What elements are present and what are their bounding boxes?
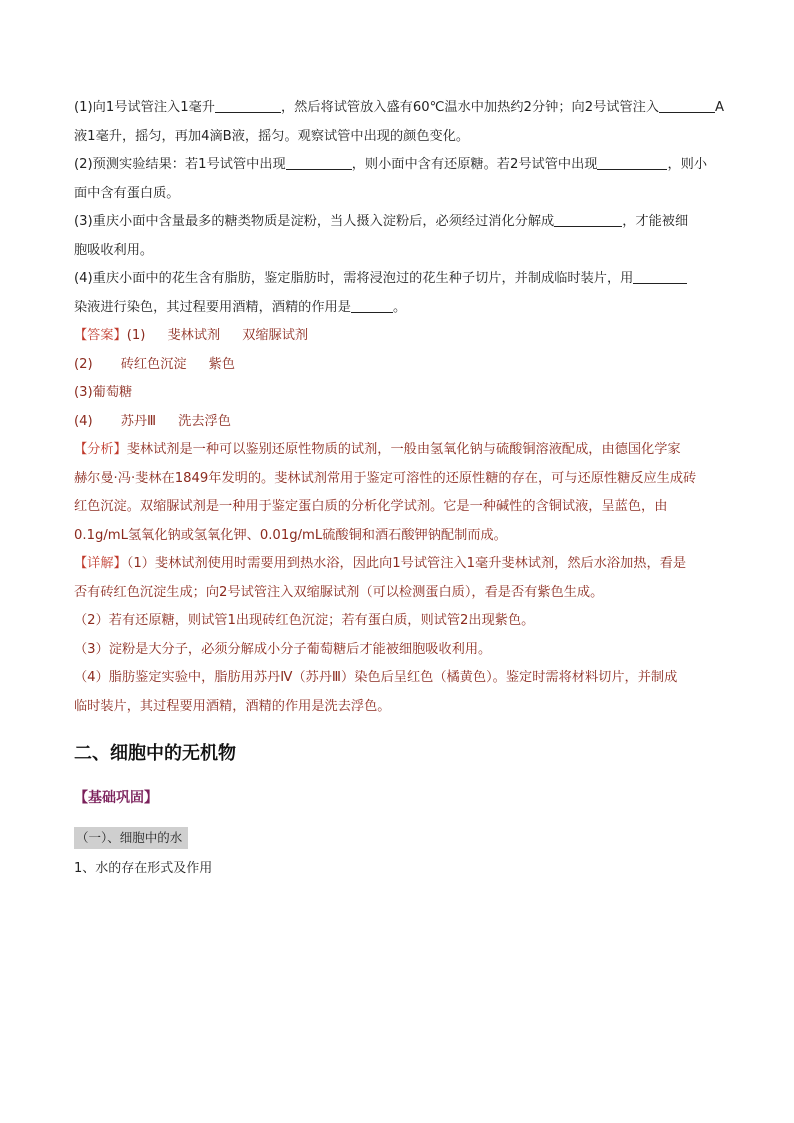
text: （3）淀粉是大分子，必须分解成小分子葡萄糖后才能被细胞吸收利用。 bbox=[74, 641, 492, 657]
detail-line-2 bbox=[74, 579, 724, 608]
question-1-line-1 bbox=[74, 94, 724, 123]
question-2-line-2 bbox=[74, 180, 724, 209]
text: 否有砖红色沉淀生成；向2号试管注入双缩脲试剂（可以检测蛋白质），看是否有紫色生成。 bbox=[74, 584, 604, 600]
text: (1)向1号试管注入1毫升 bbox=[74, 100, 215, 115]
text: 液1毫升，摇匀，再加4滴B液，摇匀。观察试管中出现的颜色变化。 bbox=[74, 128, 470, 144]
answer-line-3 bbox=[74, 379, 724, 408]
highlighted-subheading: （一）、细胞中的水 bbox=[74, 827, 188, 849]
question-3-line-2 bbox=[74, 237, 724, 266]
text: 面中含有蛋白质。 bbox=[74, 185, 180, 201]
text: (1) bbox=[126, 328, 146, 343]
text: 紫色 bbox=[208, 356, 235, 372]
question-2-line-1 bbox=[74, 151, 724, 180]
analysis-tag: 【分析】 bbox=[74, 442, 127, 457]
answer-line-1 bbox=[74, 322, 724, 351]
list-item: 1、水的存在形式及作用 bbox=[74, 861, 213, 876]
text: 双缩脲试剂 bbox=[242, 328, 309, 343]
analysis-line-3 bbox=[74, 493, 724, 522]
analysis-line-1 bbox=[74, 436, 724, 465]
text: (2) bbox=[74, 356, 93, 372]
text: ，才能被细 bbox=[622, 214, 689, 229]
text: ，然后将试管放入盛有60℃温水中加热约2分钟；向2号试管注入 bbox=[280, 100, 660, 115]
question-3-line-1 bbox=[74, 208, 724, 237]
question-4-line-1 bbox=[74, 265, 724, 294]
answer-blank bbox=[597, 155, 667, 170]
text: (3)重庆小面中含量最多的糖类物质是淀粉，当人摄入淀粉后，必须经过消化分解成 bbox=[74, 214, 555, 229]
text: A bbox=[715, 100, 725, 115]
text: （4）脂肪鉴定实验中，脂肪用苏丹Ⅳ（苏丹Ⅲ）染色后呈红色（橘黄色）。鉴定时需将材料切片，并制成 bbox=[74, 670, 678, 685]
text: 胞吸收利用。 bbox=[74, 242, 154, 258]
text: (4) bbox=[74, 413, 93, 429]
text: 洗去浮色 bbox=[178, 413, 231, 429]
detail-line-5 bbox=[74, 664, 724, 693]
text: (3)葡萄糖 bbox=[74, 385, 133, 400]
text: （2）若有还原糖，则试管1出现砖红色沉淀；若有蛋白质，则试管2出现紫色。 bbox=[74, 613, 535, 628]
answer-line-2 bbox=[74, 351, 724, 380]
text: ，则小面中含有还原糖。若2号试管中出现 bbox=[351, 157, 598, 172]
question-4-line-2 bbox=[74, 294, 724, 323]
text: 苏丹Ⅲ bbox=[120, 413, 157, 429]
answer-line-4 bbox=[74, 408, 724, 437]
text: 砖红色沉淀 bbox=[120, 356, 187, 372]
text: 0.1g/mL氢氧化钠或氢氧化钾、0.01g/mL硫酸铜和酒石酸钾钠配制而成。 bbox=[74, 527, 507, 543]
text: (2)预测实验结果：若1号试管中出现 bbox=[74, 157, 286, 172]
text: 染液进行染色，其过程要用酒精，酒精的作用是 bbox=[74, 299, 351, 315]
text: （1）斐林试剂使用时需要用到热水浴，因此向1号试管注入1毫升斐林试剂，然后水浴加热，看是 bbox=[126, 556, 687, 571]
answer-blank bbox=[215, 98, 281, 113]
text: 斐林试剂是一种可以鉴别还原性物质的试剂，一般由氢氧化钠与硫酸铜溶液配成，由德国化学家 bbox=[126, 442, 681, 457]
text: (4)重庆小面中的花生含有脂肪，鉴定脂肪时，需将浸泡过的花生种子切片，并制成临时装片，用 bbox=[74, 271, 634, 286]
detail-line-6 bbox=[74, 693, 724, 722]
detail-line-4 bbox=[74, 636, 724, 665]
answer-blank bbox=[554, 212, 622, 227]
detail-tag: 【详解】 bbox=[74, 556, 127, 571]
answer-blank bbox=[351, 298, 393, 313]
answer-blank bbox=[659, 98, 715, 113]
detail-line-1 bbox=[74, 550, 724, 579]
analysis-line-2 bbox=[74, 465, 724, 494]
answer-blank bbox=[286, 155, 352, 170]
analysis-line-4 bbox=[74, 522, 724, 551]
text: ，则小 bbox=[667, 157, 708, 172]
section-heading: 二、细胞中的无机物 bbox=[74, 743, 236, 764]
question-1-line-2 bbox=[74, 123, 724, 152]
detail-line-3 bbox=[74, 607, 724, 636]
text: 赫尔曼·冯·斐林在1849年发明的。斐林试剂常用于鉴定可溶性的还原性糖的存在，可与还原性糖反应生成砖 bbox=[74, 470, 697, 486]
section-subtitle: 【基础巩固】 bbox=[74, 790, 158, 806]
text: 红色沉淀。双缩脲试剂是一种用于鉴定蛋白质的分析化学试剂。它是一种碱性的含铜试液，呈蓝色，由 bbox=[74, 499, 668, 514]
document-content bbox=[74, 94, 724, 881]
text: 斐林试剂 bbox=[167, 328, 221, 343]
answer-tag: 【答案】 bbox=[74, 328, 127, 343]
answer-blank bbox=[633, 269, 687, 284]
text: 。 bbox=[392, 299, 407, 315]
text: 临时装片，其过程要用酒精，酒精的作用是洗去浮色。 bbox=[74, 698, 391, 714]
